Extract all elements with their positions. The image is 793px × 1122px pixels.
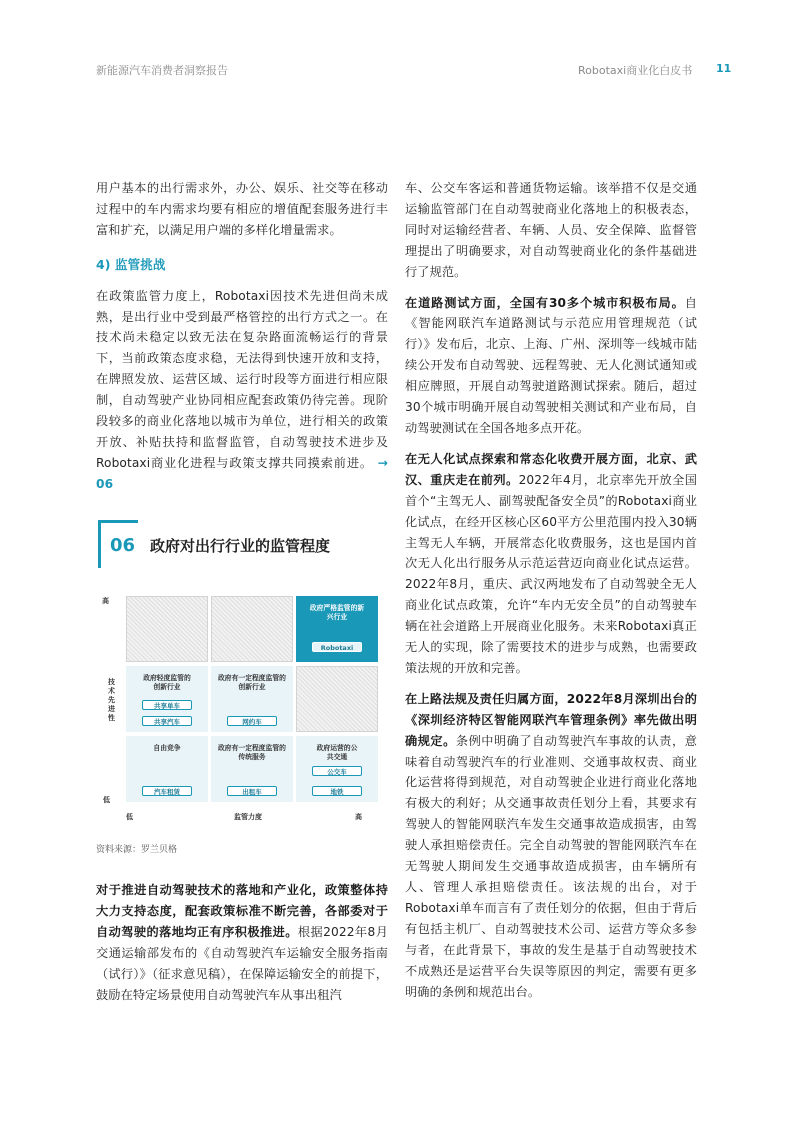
figure-reference-link[interactable]: → 06 (96, 455, 388, 491)
paragraph-text: 条例中明确了自动驾驶汽车事故的认责，意味着自动驾驶汽车的行业准则、交通事故权责、商业化运营将得到规范，对自动驾驶企业进行商业化落地有极大的利好；从交通事故责任划分上看，其要求有驾驶人的智能网联汽车发生交通事故造成损害，由驾驶人承担赔偿责任。完全自动驾驶的智能网联汽车在无驾驶人期间发生交通事故造成损害，由车辆所有人、管理人承担赔偿责任。该法规的出台，对于Robotaxi单车而言有了责任划分的依据，但由于背后有包括主机厂、自动驾驶技术公司、运营方等众多参与者，在此背景下，事故的发生是基于自动驾驶技术不成熟还是运营平台失误等原因的判定，需要有更多明确的条例和规范出台。 (405, 733, 697, 999)
page-number: 11 (716, 62, 732, 75)
report-title: Robotaxi商业化白皮书 (578, 64, 693, 77)
paragraph-text: 2022年4月，北京率先开放全国首个“主驾无人、副驾驶配备安全员”的Robotaxi商业化试点，在经开区核心区60平方公里范围内投入30辆主驾无人车辆，开展常态化收费服务，这也是国内首次无人化出行服务从示范运营迈向商业化试点运营。2022年8月，重庆、武汉两地发布了自动驾驶全无人商业化试点政策，允许“车内无安全员”的自动驾驶车辆在社会道路上开展商业化服务。未来Robotaxi真正无人的实现，除了需要技术的进步与成熟，也需要政策法规的开放和完善。 (405, 472, 697, 675)
figure-number-frame (98, 520, 138, 568)
chip-shared-car: 共享汽车 (142, 716, 192, 726)
left-column-lower (96, 880, 388, 1015)
x-axis-title: 监管力度 (234, 813, 262, 821)
paragraph-text: 在政策监管力度上，Robotaxi因技术先进但尚未成熟，是出行业中受到最严格管控的出行方式之一。在技术尚未稳定以致无法在复杂路面流畅运行的背景下，当前政策态度求稳，无法得到快速开放和支持，在牌照发放、运营区域、运行时段等方面进行相应限制，自动驾驶产业协同相应配套政策仍待完善。现阶段较多的商业化落地以城市为单位，进行相关的政策开放、补贴扶持和监督监管，自动驾驶技术进步及Robotaxi商业化进程与政策支撑共同摸索前进。 (96, 288, 388, 470)
cell-title: 政府严格监管的新兴行业 (309, 604, 365, 621)
figure-source: 资料来源：罗兰贝格 (96, 845, 178, 855)
paragraph: 用户基本的出行需求外，办公、娱乐、社交等在移动过程中的车内需求均要有相应的增值配套服务进行丰富和扩充，以满足用户端的多样化增量需求。 (96, 181, 388, 237)
cell-title: 政府运营的公共交通 (316, 744, 358, 761)
matrix-cell-empty (126, 596, 208, 662)
figure-number: 06 (110, 535, 136, 556)
left-column-upper (96, 178, 388, 505)
matrix-cell-empty (211, 596, 293, 662)
matrix-cell-free-competition (126, 736, 208, 802)
figure-title-box (98, 520, 386, 568)
matrix-cell-empty (296, 666, 378, 732)
y-axis-title: 技术先进性 (108, 678, 115, 722)
chip-robotaxi: Robotaxi (312, 642, 362, 652)
bold-lead: 在道路测试方面，全国有30多个城市积极布局。 (405, 295, 685, 310)
paragraph: 车、公交车客运和普通货物运输。该举措不仅是交通运输监管部门在自动驾驶商业化落地上的积极表态，同时对运输经营者、车辆、人员、安全保障、监督管理提出了明确要求，对自动驾驶商业化的条件基础进行了规范。 (405, 181, 697, 279)
paragraph (96, 880, 388, 1005)
matrix-cell-moderate-traditional (211, 736, 293, 802)
cell-title: 政府有一定程度监管的创新行业 (218, 674, 286, 691)
figure-title: 政府对出行行业的监管程度 (150, 537, 331, 555)
x-axis-high-label: 高 (355, 813, 362, 821)
report-series-title: 新能源汽车消费者洞察报告 (96, 64, 228, 77)
regulation-matrix (122, 596, 380, 804)
cell-title: 政府轻度监管的创新行业 (143, 674, 191, 691)
bold-lead: 在无人化试点探索和常态化收费开展方面，北京、武汉、重庆走在前列。 (405, 451, 697, 487)
chip-ride-hailing: 网约车 (227, 716, 277, 726)
cell-title: 自由竞争 (153, 744, 181, 752)
y-axis-low-label: 低 (103, 796, 110, 804)
chip-taxi: 出租车 (227, 786, 277, 796)
matrix-cell-public-transit (296, 736, 378, 802)
paragraph (405, 293, 697, 439)
right-column (405, 178, 697, 1012)
section-heading: 4) 监管挑战 (96, 256, 166, 272)
paragraph (405, 689, 697, 1003)
paragraph (405, 449, 697, 679)
bold-lead: 对于推进自动驾驶技术的落地和产业化，政策整体持大力支持态度，配套政策标准不断完善，各部委对于自动驾驶的落地均正有序积极推进。 (96, 883, 388, 939)
cell-title: 政府有一定程度监管的传统服务 (218, 744, 286, 761)
matrix-cell-strict-emerging (296, 596, 378, 662)
paragraph-text: 自《智能网联汽车道路测试与示范应用管理规范（试行）》发布后，北京、上海、广州、深圳等一线城市陆续公开发布自动驾驶、远程驾驶、无人化测试通知或相应牌照，开展自动驾驶道路测试探索。随后，超过30个城市明确开展自动驾驶相关测试和产业布局，自动驾驶测试在全国各地多点开花。 (405, 295, 697, 435)
chip-subway: 地铁 (312, 786, 362, 796)
chip-shared-bike: 共享单车 (142, 700, 192, 710)
chip-car-rental: 汽车租赁 (142, 786, 192, 796)
y-axis-high-label: 高 (102, 597, 109, 605)
matrix-cell-moderate-innovative (211, 666, 293, 732)
x-axis-low-label: 低 (126, 813, 133, 821)
paragraph-text: 根据2022年8月交通运输部发布的《自动驾驶汽车运输安全服务指南（试行）》（征求意见稿），在保障运输安全的前提下，鼓励在特定场景使用自动驾驶汽车从事出租汽 (96, 924, 389, 1002)
paragraph (96, 286, 388, 495)
chip-bus: 公交车 (312, 766, 362, 776)
matrix-cell-light-innovative (126, 666, 208, 732)
bold-lead: 在上路法规及责任归属方面，2022年8月深圳出台的《深圳经济特区智能网联汽车管理条例》率先做出明确规定。 (405, 691, 697, 748)
